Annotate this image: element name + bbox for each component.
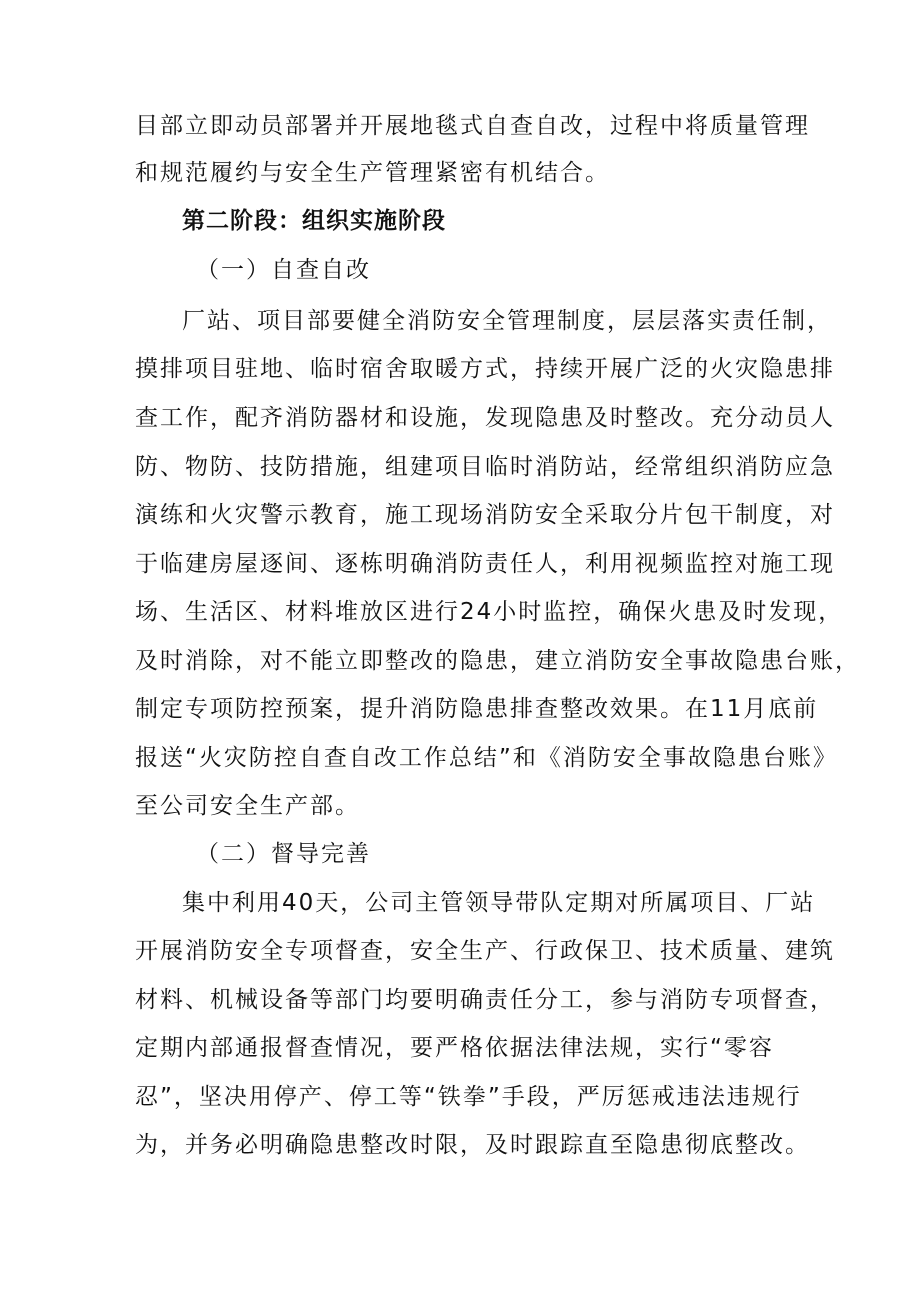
section-two-heading: （二）督导完善 [196,841,371,867]
section-one-line-7: 场、生活区、材料堆放区进行24小时监控，确保火患及时发现， [135,599,844,625]
section-one-line-10: 报送“火灾防控自查自改工作总结”和《消防安全事故隐患台账》 [135,745,838,771]
section-one-line-9: 制定专项防控预案，提升消防隐患排查整改效果。在11月底前 [135,696,819,722]
section-two-line-6: 为，并务必明确隐患整改时限，及时跟踪直至隐患彻底整改。 [135,1132,810,1158]
section-two-line-4: 定期内部通报督查情况，要严格依据法律法规，实行“零容 [135,1035,774,1061]
stage-two-title: 第二阶段：组织实施阶段 [182,208,446,234]
intro-line-1: 目部立即动员部署并开展地毯式自查自改，过程中将质量管理 [135,113,810,139]
section-one-line-5: 演练和火灾警示教育，施工现场消防安全采取分片包干制度，对 [135,502,835,528]
intro-line-2: 和规范履约与安全生产管理紧密有机结合。 [135,160,610,186]
section-one-line-8: 及时消除，对不能立即整改的隐患，建立消防安全事故隐患台账， [135,648,860,674]
section-two-line-1: 集中利用40天，公司主管领导带队定期对所属项目、厂站 [182,890,816,916]
section-one-heading: （一）自查自改 [196,257,371,283]
section-one-line-3: 查工作，配齐消防器材和设施，发现隐患及时整改。充分动员人 [135,405,835,431]
section-two-line-3: 材料、机械设备等部门均要明确责任分工，参与消防专项督查， [135,987,835,1013]
section-one-line-2: 摸排项目驻地、临时宿舍取暖方式，持续开展广泛的火灾隐患排 [135,356,835,382]
section-one-line-6: 于临建房屋逐间、逐栋明确消防责任人，利用视频监控对施工现 [135,551,835,577]
section-one-line-4: 防、物防、技防措施，组建项目临时消防站，经常组织消防应急 [135,454,835,480]
section-two-line-5: 忍”，坚决用停产、停工等“铁拳”手段，严厉惩戒违法违规行 [135,1084,802,1110]
section-one-line-1: 厂站、项目部要健全消防安全管理制度，层层落实责任制， [182,308,832,334]
section-one-line-11: 至公司安全生产部。 [135,793,360,819]
section-two-line-2: 开展消防安全专项督查，安全生产、行政保卫、技术质量、建筑 [135,938,835,964]
